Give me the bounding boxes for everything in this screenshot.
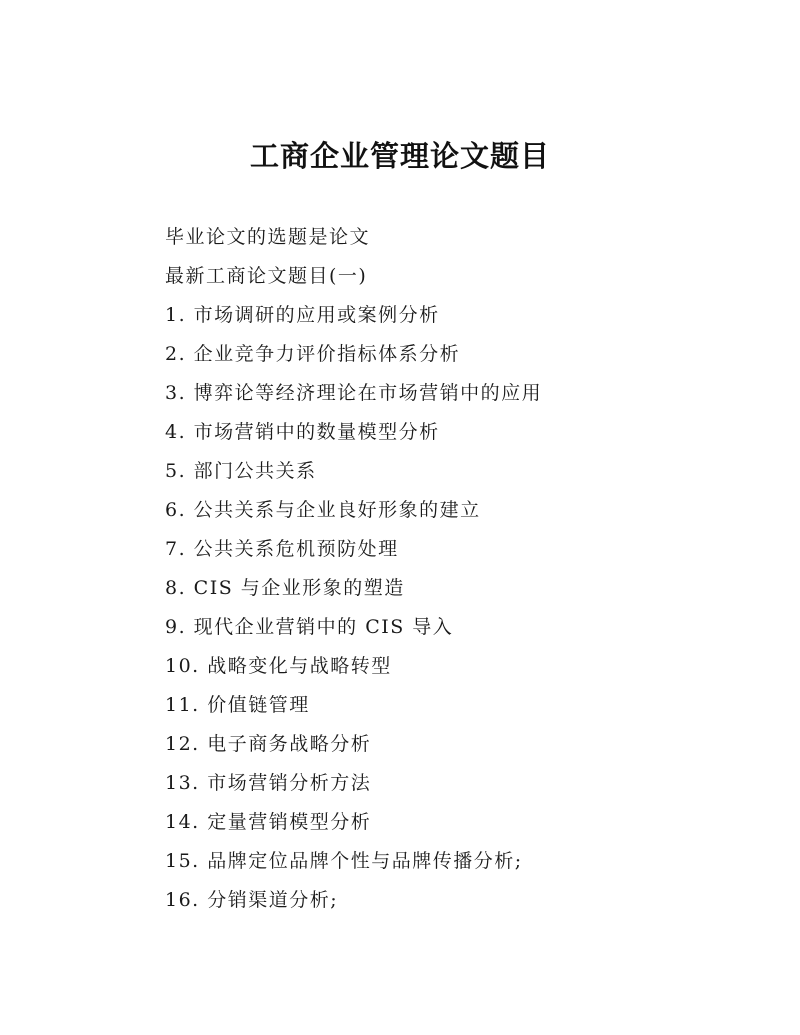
list-item: 13. 市场营销分析方法: [165, 772, 372, 794]
list-item: 8. CIS 与企业形象的塑造: [165, 577, 405, 599]
list-item: 7. 公共关系危机预防处理: [165, 538, 399, 560]
list-item: 15. 品牌定位品牌个性与品牌传播分析;: [165, 850, 523, 872]
list-item: 5. 部门公共关系: [165, 460, 317, 482]
list-item: 1. 市场调研的应用或案例分析: [165, 304, 440, 326]
list-item: 14. 定量营销模型分析: [165, 811, 372, 833]
document-title: 工商企业管理论文题目: [249, 139, 550, 173]
list-item: 10. 战略变化与战略转型: [165, 655, 392, 677]
topic-list: [165, 218, 725, 920]
list-item: 6. 公共关系与企业良好形象的建立: [165, 499, 481, 521]
section-heading: 最新工商论文题目(一): [165, 265, 368, 287]
list-item: 16. 分销渠道分析;: [165, 889, 339, 911]
list-item: 2. 企业竞争力评价指标体系分析: [165, 343, 461, 365]
intro-line: 毕业论文的选题是论文: [165, 226, 371, 248]
list-item: 3. 博弈论等经济理论在市场营销中的应用: [165, 382, 543, 404]
list-item: 4. 市场营销中的数量模型分析: [165, 421, 440, 443]
list-item: 9. 现代企业营销中的 CIS 导入: [165, 616, 454, 638]
list-item: 11. 价值链管理: [165, 694, 310, 716]
list-item: 12. 电子商务战略分析: [165, 733, 372, 755]
